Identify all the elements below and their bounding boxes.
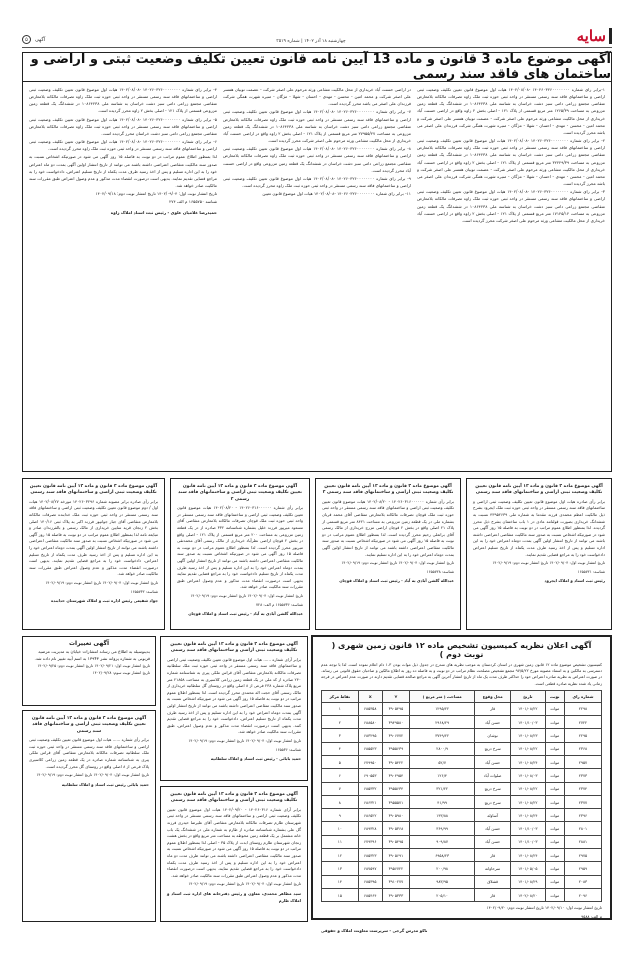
table-cell: ۹۸۳/۹۵ [410,875,475,888]
table-cell: موات [545,782,564,795]
newspaper-logo [577,28,612,44]
paragraph: ۸- برابر رای شماره ۱۴۰۲۶۰۳۲۶۰۰۰۰۰۰۰۰ -۱۴۰۲/۰۸/۰۸ هیات اول موضوع قانون تعیین تکلیف وضعیت ثبتی اراضی و ساختمانهای فاقد سند رسمی مستقر در واحد ثبتی حوزه ثبت ملک زاوه تصرفات مالکانه بلامعارض متقاضی مجتمع زراعی دامی سبز دشت خراسان در ششدانگ یک قطعه زمین مزروعی واقع در اراضی حسنت آباد محرز گردیده است. [223,146,411,173]
paragraph: ۶- برابر رای شماره ۱۴۰۲۶۰۳۲۶۰۰۰۰۰۰۰۰ -۱۴۰۲/۰۸/۰۸ هیات اول موضوع قانون تعیین تکلیف وضعیت ثبتی اراضی و ساختمانهای فاقد سند رسمی مستقر در واحد ثبتی حوزه ثبت ملک زاوه محرز گردیده است. [29,139,217,152]
ad-signature: حمید بابائی رئیس ثبت اسناد و املاک سلطانیه [61,781,149,787]
table-cell: ۱۲ [322,849,359,862]
commission-ad-title: آگهی اعلان نظریه کمیسیون تشخیص ماده ۱۲ قانون زمین شهری ( نوبت دوم ) [331,641,592,659]
ad-body: برابر رأی شماره ...... هیات اول موضوع قانون تعیین تکلیف وضعیت ثبتی اراضی و ساختمانهای فاقد سند رسمی مستقر در واحد ثبتی حوزه ثبت ملک سلطانیه تصرفات مالکانه بلامعارض متقاضی آقای قراس ملکی پیری به شناسنامه شماره صادره در یک قطعه زمین زراعی کلاسیری پلاک فرعی از ۸ اصلی واقع در روستای گل محرز گردیده است. [29,737,149,769]
ad-body: برابر رأی صادره هیات اول موضوع قانون تعیین تکلیف وضعیت ثبتی اراضی و ساختمانهای فاقد سند رسمی مستقر در واحد ثبتی حوزه ثبت ملک ایجرود بشرح ذیل مالکیت اعظم محمدی فرزند مقدما به شماره ملی ۴۳۹۵۲۶۳۹ نسبت به ششدانگ خریداری بصورت قولنامه عادی در ۱ باب ساختمان بشرح ذیل محرز گردیده. لذا بمنظور اطلاع عموم مراتب در دو نوبت به فاصله ۱۵ روز آگهی می شود در صورتیکه اشخاص نسبت به صدور سند مالکیت متقاضی اعتراضی داشته باشند می توانند از تاریخ انتشار اولین آگهی بمدت دوماه اعتراض خود را به این اداره تسلیم و پس از اخذ رسید ظرف مدت یکماه از تاریخ تسلیم اعتراض دادخواست خود را به مراجع قضایی تقدیم نمایند. [473,498,606,557]
table-cell: ۲۸۰۱ [564,822,601,835]
table-cell: سرخاوانه [475,862,511,875]
ad-signature: سید مظاهر محمدی، معاون و رئیس دفترخانه های اداره ثبت اسناد و املاک طارم [167,890,301,903]
table-cell: ۳۹۰۴۹۵۴ [382,769,409,782]
table-cell: ۱۴۰۱/۰۸/۲۹ [511,875,546,888]
table-row [322,835,602,848]
changes-ad-dates-2: تاریخ انتشار نوبت سوم: ۱۴۰۲/۰۹/۲۸ [92,670,150,675]
table-cell: ۶۸۵۳۵۸ [358,702,382,715]
commission-ad [311,635,612,934]
ad-dates: تاریخ انتشار نوبت اول: ۱۴۰۲/۰۹/۰۴ تاریخ انتشار نوبت دوم: ۱۴۰۲/۰۹/۱۹ [492,560,605,566]
table-cell: موات [545,875,564,888]
changes-ad [22,636,156,706]
section-label: آگهی [35,36,46,43]
commission-ref: م الف: ۹۵۸۸ [581,914,602,920]
table-header-cell: X [358,690,382,702]
ad-body: برابر آرای شماره ۱۴۰۲۶۰۳۱۶ - ۱۴۰۲/۰۹/۲۰ هیات اول موضوع قانون تعیین تکلیف وضعیت ثبتی اراضی و ساختمانهای فاقد سند رسمی مستقر در واحد ثبتی شهرستان طارم تصرفات مالکانه بلامعارض متقاضی آقای علیرضا حیدری فرزند گل علی بشماره شناسنامه صادره از طارم به شماره ملی در ششدانگ یک باب خانه مشتمل بر یک قطعه زمین محوطه به مساحت متر مربع واقع در بخش هشت زنجان شهرستان طارم روستای ابدت از پلاک ۳۵ - اصلی لذا بمنظور اطلاع عموم مراتب در دو نوبت به فاصله ۱۵ روز آگهی می شود در صورتیکه اشخاص نسبت به صدور سند مالکیت متقاضی اعتراضی داشته باشند می توانند ظرف مدت دو ماه اعتراض خود را به این اداره تسلیم و پس از اخذ رسید ظرف مدت یکماه دادخواست خود را به مراجع قضایی تقدیم نمایند. بدیهی است درصورت انقضاء مدت مذکور و عدم وصول اعتراض طبق مقررات سند مالکیت صادر خواهد شد. [167,806,302,878]
changes-ad-body: بدینوسیله به اطلاع می رساند انتشارات خیابان به مدیریت مرضیه قربونی به شماره پروانه نشر ۱۳۹۴۳ به اسم آبید تغییر نام داده شد. [34,649,150,661]
table-cell: ۳۹۰۶۷۷۲ [382,729,409,742]
table-cell: ۶۸۳۲۹۵ [358,729,382,742]
table-cell: ۲۲۹۵ [564,729,601,742]
changes-ad-dates-1: تاریخ انتشار نوبت اول: ۱۴۰۲/۰۹/۲۱ تاریخ انتشار نوبت دوم: ۱۴۰۲/۰۹/۲۵ [37,663,150,668]
ad-dates: تاریخ انتشار نوبت اول: ۱۴۰۲/۰۹/۰۴ تاریخ انتشار نوبت دوم: ۱۴۰۲/۰۹/۱۹ [188,737,301,743]
small-ad-3 [170,478,310,630]
small-ad-5 [160,636,308,781]
table-cell: ۴۱/۹۹ [410,795,475,808]
table-cell: ۳۷۴۹/۲۲ [410,729,475,742]
table-cell: حسن آباد [475,756,511,769]
table-cell: ۱۴۰۱/۰۸/۲۴ [511,809,546,822]
table-row [322,742,602,755]
table-cell: ۵ [322,756,359,769]
table-cell: ۱۴۰۱/۰۸/۲۲ [511,742,546,755]
table-cell: موات [545,809,564,822]
table-cell: صلوات آباد [475,769,511,782]
table-cell: قار [475,888,511,901]
table-cell: ۳۹۵۵۵۷۱ [382,795,409,808]
table-cell: موات [545,769,564,782]
ad-body: برابر آرای شماره ...... هیات اول موضوع قانون تعیین تکلیف وضعیت ثبتی اراضی و ساختمانهای فاقد سند رسمی مستقر در واحد ثبتی حوزه ثبت ملک سلطانیه تصرفات مالکانه بلامعارض متقاضی آقای قراس ملکی پیری به شناسنامه شماره ۲۴۰ صادره از کد ملی در یک قطعه زمین زراعی کلاسیری به مساحت ۲۱۸۵۸ متر مربع پلاک شماره ۲۳۸ فرعی از ۸ اصلی واقع در روستای گل سلطانیه خریداری از مالک رسمی آقای حجت اله محمدی محرز گردیده است. لذا بمنظور اطلاع عموم مراتب در دو نوبت به فاصله ۱۵ روز آگهی می شود در صورتیکه اشخاص نسبت به صدور سند مالکیت متقاضی اعتراضی داشته باشند می توانند از تاریخ انتشار اولین آگهی بمدت دوماه اعتراض خود را به این اداره تسلیم و پس از اخذ رسید ظرف مدت یکماه از تاریخ تسلیم اعتراض، دادخواست خود را به مراجع قضایی تقدیم کنند. بدیهی است درصورت انقضاء مدت مذکور و عدم وصول اعتراض، طبق مقررات سند مالکیت صادر خواهد شد. [167,656,302,735]
ad-signature: جواد شفیعی رئیس اداره ثبت و املاک شهرستان خدابنده [51,598,158,604]
logo-bar [609,28,612,44]
table-cell: ۳ [322,729,359,742]
table-cell: ۱۴۰۱/۱۰/۰۳ [511,716,546,729]
table-cell: ۳۶۹/۹۹ [410,822,475,835]
table-row [322,809,602,822]
table-cell: ۷ [322,782,359,795]
table-cell: ۲۲۹۸ [564,702,601,715]
page-number: ۵ [22,35,31,44]
table-cell: ۲۰۸۳ [564,875,601,888]
changes-ad-title: آگهی تغییرات [68,640,110,647]
paragraph: ۱-برابر رای شماره ۱۴۰۲۶۰۳۲۶۰۰۰۰۰۰۰۰ -۱۴۰۲/۰۸/۰۸ هیات اول موضوع قانون تعیین تکلیف وضعیت ثبتی اراضی و ساختمانهای فاقد سند رسمی مستقر در واحد ثبتی حوزه ثبت ملک زاوه تصرفات مالکانه بلامعارض متقاضی مجتمع زراعی دامی سبز دشت خراسان به شناسه ملی ۱۰۸۶۴۲۳۸ در ششدانگ یک قطعه زمین مزروعی به مساحت ۱۲۶۵/۳۹ متر مربع قسمتی از پلاک ۱۲۱ - اصلی بخش ۲ زاوه واقع در اراضی حسنت آباد خریداری از محل مالکیت مشاعی ورثه مرحوم علی اصغر شرکت - عصمت توبیان همسر علی اصغر شرکت و محمد امین - محسن - مهدی - احسان - شهلا - مژگان - منیره شهرت همگی شرکت فرزندان علی اصغر می باشد محرز گردیده است. [417,87,605,135]
small-ad-7 [22,710,156,922]
table-row [322,795,602,808]
table-cell: موات [545,702,564,715]
table-cell: ۴ [322,742,359,755]
table-cell: ۳۹۵۵۶۳۴ [382,782,409,795]
ad-signature: رئیس ثبت اسناد و املاک ایجرود [544,578,605,584]
table-cell: ۳۹۰۵۴۹۵ [382,835,409,848]
table-cell: ۱۴۰۱/۰۸/۲۴ [511,849,546,862]
table-row [322,756,602,769]
paragraph: ۷- برابر رای شماره ۱۴۰۲۶۰۳۲۶۰۰۰۰۰۰۰۰ -۱۴۰۲/۰۸/۰۸ هیات اول موضوع قانون تعیین تکلیف وضعیت ثبتی اراضی و ساختمانهای فاقد سند رسمی مستقر در واحد ثبتی حوزه ثبت ملک زاوه تصرفات مالکانه بلامعارض متقاضی مجتمع زراعی دامی سبز دشت خراسان به شناسه ملی ۱۰۸۶۴۲۳۸ در ششدانگ یک قطعه زمین مزروعی به مساحت ۲۷۹۵۵/۲۷ متر مربع قسمتی از پلاک ۱۲۱ - اصلی بخش ۲ زاوه واقع در اراضی حسنت آباد خریداری از محل مالکیت مشاعی ورثه مرحوم علی اصغر شرکت محرز گردیده است. [223,109,411,144]
table-cell: ۱ [322,702,359,715]
table-cell: ۲۷۲۲ [564,716,601,729]
ad-title: آگهی موضوع ماده ۳ قانون و ماده ۱۳ آیین نامه قانون تعیین تکلیف وضعیت ثبتی اراضی و ساختمانهای فاقد سند رسمی ۲ [322,484,454,496]
table-header-cell: تاریخ [511,690,546,702]
table-cell: ۲۳۷۴ [564,782,601,795]
ad-dates: تاریخ انتشار نوبت اول: ۱۴۰۲/۰۹/۰۴ تاریخ انتشار نوبت دوم: ۱۴۰۲/۰۹/۱۹ [188,881,301,887]
table-cell: ۱۴۰۱/۰۵/۰۵ [511,862,546,875]
table-cell: ۶۸۵۳۳۲ [358,782,382,795]
table-header-cell: نوبت [545,690,564,702]
table-cell: ۱۴۰۱/۰۸/۲۴ [511,756,546,769]
table-cell: موات [545,849,564,862]
main-ad-column-2 [223,86,411,467]
table-row [322,888,602,901]
table-cell: ۲۹۵۷ [564,756,601,769]
ad-dates: تاریخ انتشار نوبت اول: ۱۴۰۲/۰۹/۰۴ تاریخ انتشار نوبت دوم: ۱۴۰۲/۰۹/۱۹ [36,772,149,778]
ad-title: آگهی موضوع ماده ۳ قانون و ماده ۱۳ آیین نامه قانون تعیین تکلیف وضعیت ثبتی اراضی و ساختمانهای فاقد سند رسمی [29,484,158,496]
commission-signature: ناکو مدرس گرجی - سرپرست معاونت املاک و حقوقی [321,928,428,934]
ad-shenaseh: شناسه: ۱۶۵۵۷۳۲ [130,588,158,594]
small-ad-4 [22,478,165,630]
table-cell: ۶۹۵۸/۲۳ [410,849,475,862]
table-cell: ۲۳۹۶ [564,809,601,822]
table-cell: ۳۹۵۵۶۳۹ [382,742,409,755]
table-header-cell: مساحت ( متر مربع ) [410,690,475,702]
table-cell: ۲۸۸۱ [564,835,601,848]
table-cell: ۳۹۰۵۳۳۳ [382,888,409,901]
table-cell: ۲۳۷۳ [564,769,601,782]
table-cell: حسن آباد [475,835,511,848]
paragraph: ۹- برابر رای شماره ۱۴۰۲۶۰۳۲۶۰۰۰۰۰۰۰۰ -۱۴۰۲/۰۸/۰۸ هیات اول موضوع قانون تعیین تکلیف وضعیت ثبتی اراضی و ساختمانهای فاقد سند رسمی مستقر در واحد ثبتی حوزه ثبت ملک زاوه محرز گردیده است. [223,175,411,189]
table-cell: ۱۴۳/۸۸ [410,809,475,822]
table-cell: ۲۹۶۸/۲۹ [410,716,475,729]
table-row [322,769,602,782]
table-cell: قار [475,702,511,715]
table-cell: ۱۴۰۱/۰۸/۲۲ [511,795,546,808]
table-cell: ۶۷۹۳۹۶ [358,835,382,848]
table-cell: ۱۲۶/۴ [410,769,475,782]
table-cell: ۳۹۰۵۴۹۵ [382,702,409,715]
table-cell: سرخ دریچ [475,795,511,808]
table-row [322,862,602,875]
ad-shenaseh: شناسه: ۱۶۵۵۳۶ [275,746,301,752]
table-cell: حسن آباد [475,716,511,729]
ad-title: آگهی موضوع ماده ۳ قانون و ماده ۱۳ آیین نامه قانون تعیین تکلیف وضعیت ثبتی اراضی و ساختمانهای فاقد سند رسمی [475,484,603,496]
table-cell: ۳۹۴۹۵۸۰ [382,716,409,729]
table-cell: ۱۴ [322,875,359,888]
ad-title: آگهی موضوع ماده ۳ قانون و ماده ۱۳ آیین نامه قانون تعیین تکلیف وضعیت ثبتی اراضی و ساختمانهای فاقد سند رسمی [31,716,147,734]
table-cell: سرخ دریچ [475,782,511,795]
table-cell: ۳۹۰۵۳۶۸ [382,822,409,835]
table-cell: ۲۳۷۷ [564,795,601,808]
dateline: چهارشنبه ۱۸ آذر ۱۴۰۲ | شماره ۳۵۱۹ [276,39,346,44]
table-cell: ۲۰۹۶ [564,888,601,901]
ad-signature: عبدالله گلشن آبادی به آباد - رئیس ثبت اسناد و املاک قوچان [188,611,303,617]
publication-dates: تاریخ انتشار نوبت اول: ۱۴۰۲/۰۹/۰۴ تاریخ انتشار نوبت دوم: ۱۴۰۲/۰۹/۱۸ [95,191,217,197]
table-header-cell: محل وقوع [475,690,511,702]
table-cell: ۶۹۰۵۵۳ [358,769,382,782]
commission-footer-dates: تاریخ انتشار نوبت اول: ۱۴۰۲/۰۹/۱۰ تاریخ انتشار نوبت دوم: ۱۴۰۲/۰۹/۲۰ [486,905,602,911]
table-cell: ۳۹۰۵۹۸۰ [382,809,409,822]
paragraph: ۵- برابر رای شماره ۱۴۰۲۶۰۳۲۶۰۰۰۰۰۰۰۰ -۱۴۰۲/۰۸/۰۸ هیات اول موضوع قانون تعیین تکلیف وضعیت ثبتی اراضی و ساختمانهای فاقد سند رسمی مستقر در واحد ثبتی حوزه ثبت ملک زاوه تصرفات مالکانه بلامعارض متقاضی مجتمع زراعی دامی سبز دشت خراسان محرز گردیده است. [29,116,217,136]
table-cell: ۳۹۰۵۴۲۲ [382,756,409,769]
table-row [322,782,602,795]
table-cell: ۱۳ [322,862,359,875]
table-cell: ۱۴۰۱/۱۰/۰۳ [511,835,546,848]
table-cell: ۶۸۷۵۹۷ [358,862,382,875]
table-cell: ۹۰۹/۸۷ [410,835,475,848]
table-cell: موات [545,716,564,729]
table-cell: موات [545,742,564,755]
ad-shenaseh: شناسه: ۱۶۵۵۷۳۶ م الف: ۷۲۸ [256,601,303,607]
table-row [322,702,602,715]
main-ad-column-3 [29,86,217,467]
main-ad-title-bar [22,52,612,82]
table-cell: نوشان [475,729,511,742]
table-cell: حسن آباد [475,822,511,835]
ad-signature: عبدالله گلشن آبادی به آباد - رئیس ثبت اسناد و املاک قوچان [339,578,454,584]
ad-shenaseh: شناسه: ۱۶۵۵۷۲۸ [426,568,454,574]
table-header-row [322,690,602,702]
paragraph: در اراضی حسنت آباد خریداری از محل مالکیت مشاعی ورثه مرحوم علی اصغر شرکت - عصمت توبیان همسر علی اصغر شرکت و محمد امین - محسن - مهدی - احسان - شهلا - مژگان - منیره شهرت همگی شرکت فرزندان علی اصغر می باشد محرز گردیده است. [223,87,411,107]
table-cell: ۱۴۰۲/۰۸/۲۰ [511,888,546,901]
page-label [22,35,45,44]
table-cell: ۱۴۰۱/۰۸/۲۲ [511,782,546,795]
ad-dates: تاریخ انتشار نوبت اول: ۱۴۰۲/۰۹/۰۴ تاریخ انتشار نوبت دوم: ۱۴۰۲/۰۹/۱۹ [45,579,158,585]
ad-title: آگهی موضوع ماده ۳ قانون و ماده ۱۳ آیین نامه قانون تعیین تکلیف وضعیت ثبتی اراضی و ساختمانهای فاقد سند رسمی [170,642,298,654]
table-cell: موات [545,835,564,848]
page-header [22,28,612,48]
table-cell: موات [545,862,564,875]
commission-table [321,690,602,902]
table-cell: سرخ دریچ [475,742,511,755]
logo-text: سایه [576,26,606,45]
ad-title: آگهی موضوع ماده ۳ قانون و ماده ۱۳ آیین نامه قانون تعیین تکلیف وضعیت ثبتی اراضی و ساختمانهای فاقد سند رسمی [170,792,298,804]
ad-body: برابر رأی شماره ۱۴۰۲۶۰۳۱۶۰۰۰۰۰۰ - ۱۴۰۲/۰۸/۲۰ هیات موضوع قانون تعیین تکلیف وضعیت ثبتی اراضی و ساختمانهای فاقد سند رسمی مستقر در واحد ثبتی حوزه ثبت ملک قوچان تصرفات مالکانه بلامعارض متقاضی آقای مسعود میرپور فرزند خلیل بشماره شناسنامه ۳۳۲ صادره از در یک قطعه زمین مزروعی به مساحت ۲۰۰ متر مربع قسمتی از پلاک ۱۲۱ - اصلی واقع در بخش ۲ قوچان اراضی نظرآباد خریداری از مالک رسمی آقای محمدتقی میرپور محرز گردیده است. لذا بمنظور اطلاع عموم مراتب در دو نوبت به فاصله ۱۵ روز آگهی می شود در صورتیکه اشخاص نسبت به صدور سند مالکیت متقاضی اعتراضی داشته باشند می توانند از تاریخ انتشار اولین آگهی بمدت دوماه اعتراض خود را به این اداره تسلیم و پس از اخذ رسید ظرف مدت یکماه از تاریخ تسلیم دادخواست خود را به مراجع قضایی تقدیم نمایند بدیهی است درصورت انقضاء مدت مذکور و عدم وصول اعتراض طبق مقررات سند مالکیت صادر خواهد شد. [177,505,304,590]
table-cell: موات [545,888,564,901]
ad-title: آگهی موضوع ماده ۳ قانون و ماده ۱۳ آیین نامه قانون تعیین تکلیف وضعیت ثبتی اراضی و ساختمانهای فاقد سند رسمی ۲ [178,484,302,502]
table-cell: ۱۴۰۱/۰۸/۲۳ [511,729,546,742]
table-cell: ۲۸۰۰/۹ [410,742,475,755]
table-cell: ۱۴۰۱/۰۸/۰۳ [511,769,546,782]
table-cell: ۱۴۰۱/۱۰/۰۳ [511,822,546,835]
paragraph: ۳- برابر رای شماره ۱۴۰۲۶۰۳۲۶۰۰۰۰۰۰۰۰ -۱۴۰۲/۰۸/۰۸ هیات اول موضوع قانون تعیین تکلیف وضعیت ثبتی اراضی و ساختمانهای فاقد سند رسمی مستقر در واحد ثبتی حوزه ثبت ملک زاوه تصرفات مالکانه بلامعارض متقاضی مجتمع زراعی دامی سبز دشت خراسان به شناسه ملی ۱۰۸۶۴۲۳۸ در ششدانگ یک قطعه زمین مزروعی به مساحت ۱۷۱۲۵/۱۲ متر مربع قسمتی از پلاک ۱۲۱ - اصلی بخش ۲ زاوه واقع در اراضی حسنت آباد خریداری از محل مالکیت مشاعی ورثه مرحوم علی اصغر شرکت محرز گردیده است. [417,189,605,223]
table-row [322,849,602,862]
table-cell: آساوله [475,809,511,822]
table-row [322,716,602,729]
table-cell: ۹ [322,809,359,822]
paragraph: ۲- برابر رای شماره ۱۴۰۲۶۰۳۲۶۰۰۰۰۰۰۰۰ -۱۴۰۲/۰۸/۰۸ هیات اول موضوع قانون تعیین تکلیف وضعیت ثبتی اراضی و ساختمانهای فاقد سند رسمی مستقر در واحد ثبتی حوزه ثبت ملک زاوه تصرفات مالکانه بلامعارض متقاضی مجتمع زراعی دامی سبز دشت خراسان به شناسه ملی ۱۰۸۶۴۲۳۸ در ششدانگ یک قطعه زمین مزروعی به مساحت ۳۲۲۲۹/۳۹ متر مربع قسمتی از پلاک ۱۲۱ - اصلی بخش ۲ زاوه واقع در اراضی حسنت آباد خریداری از محل مالکیت مشاعی ورثه مرحوم علی اصغر شرکت - عصمت توبیان همسر علی اصغر شرکت و محمد امین - محسن - مهدی - احسان - شهلا - مژگان - منیره شهرت همگی شرکت فرزندان علی اصغر می باشد محرز گردیده است. [417,138,605,187]
small-ad-2 [315,478,461,630]
table-cell: ۲۰۰/۹۸ [410,862,475,875]
table-cell: قار [475,849,511,862]
table-header-cell: نقاط مرکز [322,690,359,702]
table-cell: ۶۸۹۳۲۸ [358,822,382,835]
table-cell: ۳۹۰۵۶۹۱ [382,849,409,862]
paragraph: لذا بمنظور اطلاع عموم مراتب در دو نوبت به فاصله ۱۵ روز آگهی می شود در صورتیکه اشخاص نسبت به صدور سند مالکیت متقاضی اعتراضی داشته باشند می توانند از تاریخ انتشار اولین آگهی بمدت دو ماه اعتراض خود را به این اداره تسلیم و پس از اخذ رسید ظرف مدت یکماه از تاریخ تسلیم اعتراض، دادخواست خود را به مراجع قضایی تقدیم نمایند. بدیهی است درصورت انقضاء مدت مذکور و عدم وصول اعتراض طبق مقررات سند مالکیت صادر خواهد شد. [29,154,217,189]
table-cell: ۶۸۶۵۲۲ [358,809,382,822]
table-row [322,729,602,742]
table-cell: ۶۸۵۳۲۳ [358,849,382,862]
table-cell: موات [545,729,564,742]
table-cell: ۵۲/۷ [410,756,475,769]
table-row [322,875,602,888]
ad-body: برابر رأی شماره ۱۴۰۲۶۰۳۱۶۰۰۰۰۰۰ - ۱۴۰۲/۰۸/۲۰ هیات موضوع قانون تعیین تکلیف وضعیت ثبتی اراضی و ساختمانهای فاقد سند رسمی مستقر در واحد ثبتی حوزه ثبت ملک قوچان تصرفات مالکانه بلامعارض متقاضی آقای محمد قربان بشماره ملی در یک قطعه زمین مزروعی به مساحت ۸۴۲۱ متر مربع قسمتی از پلاک ۲۱ اصلی واقع در بخش ۲ قوچان اراضی مزرج خریداری از مالک رسمی آقای براتعلی رحیم محرز گردیده است. لذا بمنظور اطلاع عموم مراتب در دو نوبت به فاصله ۱۵ روز آگهی می شود در صورتیکه اشخاص نسبت به صدور سند مالکیت متقاضی اعتراضی داشته باشند می توانند از تاریخ انتشار اولین آگهی بمدت دوماه اعتراض خود را به این اداره تسلیم نمایند. [322,498,454,557]
ad-dates: تاریخ انتشار نوبت اول: ۱۴۰۲/۰۹/۰۴ تاریخ انتشار نوبت دوم: ۱۴۰۲/۰۹/۱۹ [190,592,303,598]
table-cell: ۲۹۷۵ [564,849,601,862]
table-cell: ۲ [322,716,359,729]
ad-shenaseh: شناسه: ۱۶۵۵۷۲۱ [577,568,605,574]
ad-body: برابر رأی صادره برابر مصوبه شماره ۱۴۰۲۶۰۳۲۹۶ مورخه ۱۴۰۲/۰۸/۲۷ هیات اول / دوم موضوع قانون تعیین تکلیف وضعیت ثبتی اراضی و ساختمانهای فاقد سند رسمی مستقر در واحد ثبتی حوزه ثبت ملک خدابنده تصرفات مالکانه بلامعارض متقاضی آقای جبار جوانپور فرزند اکبر به پلاک ثبتی ۱۴۰/۱۶ اصلی بخش ۲ زنجان قریه سایین خریداری از مالک رسمی و بالفرزندان صادر و مبایعه نامه لذا بمنظور اطلاع عموم مراتب در دو نوبت به فاصله ۱۵ روز آگهی می شود در صورتیکه اشخاص نسبت به صدور سند مالکیت متقاضی اعتراضی داشته باشند می توانند از تاریخ انتشار اولین آگهی بمدت دوماه اعتراض خود را به این اداره تسلیم و پس از اخذ رسید ظرف مدت یکماه از تاریخ تسلیم اعتراض، دادخواست خود را به مراجع قضایی تقدیم نمایند. بدیهی است درصورت انقضاء مدت مذکور و عدم وصول اعتراض طبق مقررات سند مالکیت صادر خواهد شد. [29,498,159,577]
table-cell: موات [545,822,564,835]
ad-dates: تاریخ انتشار نوبت اول: ۱۴۰۲/۰۹/۰۴ تاریخ انتشار نوبت دوم: ۱۴۰۲/۰۹/۱۹ [341,560,454,566]
table-cell: ۲۹۵۹ [564,862,601,875]
table-cell: ۸ [322,795,359,808]
table-cell: ۱۵ [322,888,359,901]
main-ad-column-1 [417,86,605,467]
table-cell: ۶۸۸۵۸۰ [358,716,382,729]
small-ad-6 [160,786,308,922]
table-header-cell: شماره رای [564,690,601,702]
main-ad-body [22,82,612,472]
table-cell: ۲۳۶۸ [564,742,601,755]
table-cell: ۱۲۹۵/۲۲ [410,702,475,715]
table-cell: ۱۴۰۱/۰۸/۲۲ [511,702,546,715]
table-cell: ۳۲۱/۲۲ [410,782,475,795]
paragraph: ۴- برابر رای شماره ۱۴۰۲۶۰۳۲۶۰۰۰۰۰۰۰۰ -۱۴۰۲/۰۸/۰۸ هیات اول موضوع قانون تعیین تکلیف وضعیت ثبتی اراضی و ساختمانهای فاقد سند رسمی مستقر در واحد ثبتی حوزه ثبت ملک زاوه تصرفات مالکانه بلامعارض متقاضی مجتمع زراعی دامی سبز دشت خراسان به شناسه ملی ۱۰۸۶۴۲۳۸ در ششدانگ یک قطعه زمین مزروعی قسمتی از پلاک ۱۲۱ - اصلی بخش ۲ زاوه محرز گردیده است. [29,87,217,114]
table-cell: ۶۸۶۳۲۱ [358,795,382,808]
table-cell: ۶ [322,769,359,782]
table-cell: قشلاق [475,875,511,888]
small-ad-1 [466,478,612,630]
paragraph: ۱۱- برابر رای شماره ۱۴۰۲۶۰۳۲۶۰۰۰۰۰۰۰۰ -۱۴۰۲/۰۸/۰۸ هیات اول موضوع قانون تعیین [262,191,411,197]
table-cell: ۱۱ [322,835,359,848]
table-row [322,822,602,835]
ad-signature: حمید بابائی - رئیس ثبت اسناد و املاک سلطانیه [210,756,301,762]
table-cell: ۳۹۱۰۲۷۷ [382,875,409,888]
table-cell: ۲۰۵/۱۰ [410,888,475,901]
table-cell: ۶۸۵۴۶۴ [358,888,382,901]
table-header-cell: Y [382,690,409,702]
table-cell: موات [545,795,564,808]
table-cell: موات [545,756,564,769]
table-cell: ۶۷۹۹۵۰ [358,756,382,769]
table-cell: ۱۰ [322,822,359,835]
table-cell: ۶۸۵۳۹۵ [358,875,382,888]
table-cell: ۳۹۵۶۷۲۲ [382,862,409,875]
signature: حمیدرضا غلامیان علوی - رئیس ثبت اسناد املاک زاوه [110,209,217,215]
commission-ad-intro: کمیسیون تشخیص موضوع ماده ۱۲ قانون زمین شهری در استان کردستان به موجب نظریه های مندرج در جدول ذیل موات بودن ۳-۱ دام اعلام نموده است. لذا با توجه عدم دسترسی به مالکین و به استناد مصوبه مورخ ۹۷/۵/۲۲ مجمع تشخیص مصلحت نظام مراتب در دو نوبت و به فاصله ده روز به اطلاع مالکین و صاحبان حقوق قانونی می رساند. در صورت اعتراض به نظریه صادره اعتراض خود را حداکثر ظرف مدت یک ماه از تاریخ انتشار آخرین آگهی به مراجع صالحه قضایی تقدیم دارند در صورت عدم اعتراض در فرجه زمانی یاد شده نظریه صادره قطعی است. [321,662,602,686]
shenaseh: شناسه ۱۶۵۵۷۵۰ م الف ۲۷۴ [169,199,217,205]
main-ad-title: آگهی موضوع ماده 3 قانون و ماده 13 آیین نامه قانون تعیین تکلیف وضعیت ثبتی و اراضی و ساختمان های فاقد سند رسمی [30,52,611,82]
table-cell: ۶۸۵۵۲۳ [358,742,382,755]
